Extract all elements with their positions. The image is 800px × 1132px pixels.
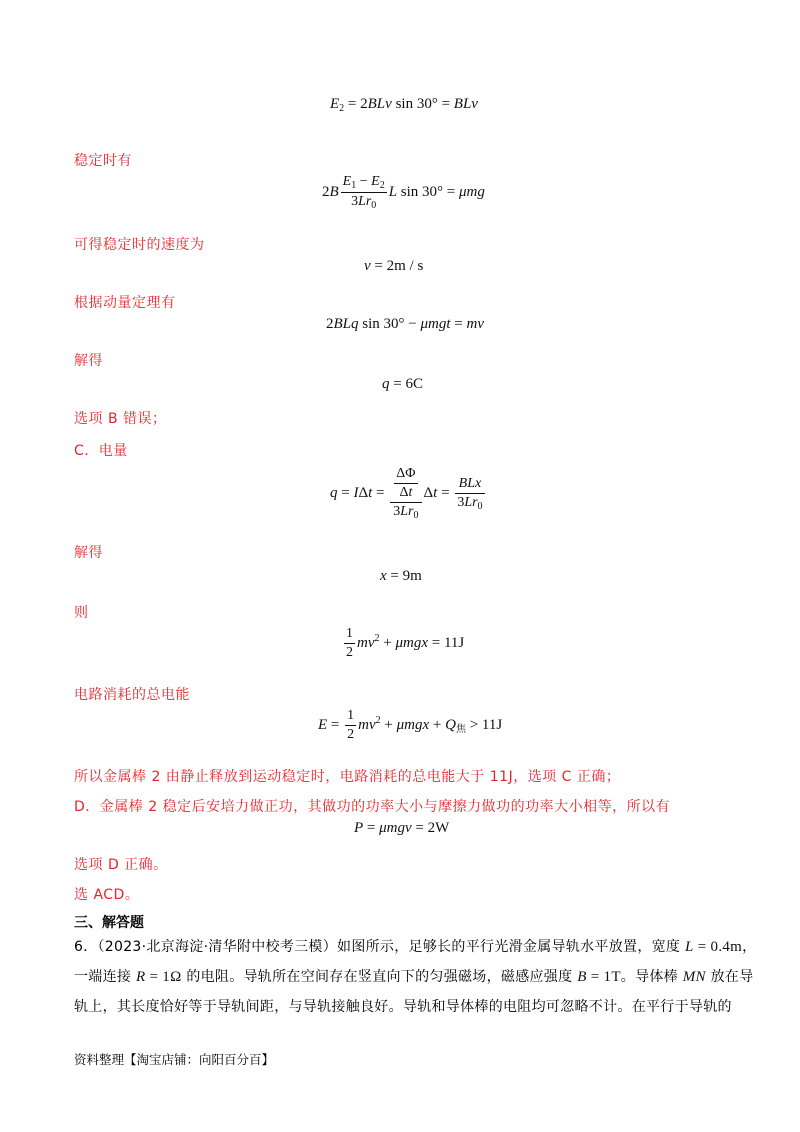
question-line-2 — [74, 966, 754, 986]
text-line: 解得 — [74, 545, 103, 561]
inline-math-field: B = 1T — [577, 969, 621, 985]
text-line: 则 — [74, 605, 89, 621]
question-text: 放在导 — [710, 969, 754, 985]
equation-charge-flux: q = IΔt = $\frac{\frac{\Delta\Phi}{\Delta t}}{3Lr_0}$ Δt = $\frac{\text{BLx}}{3Lr_0}$ — [330, 466, 483, 521]
text-line: C．电量 — [74, 443, 128, 459]
equation-steady-state: 2B $\frac{E_1 - E_2}{3Lr_0}$ L sin 30° = μmg — [322, 174, 485, 211]
inline-math-rod: MN — [682, 969, 706, 985]
question-text: 的电阻。导轨所在空间存在竖直向下的匀强磁场，磁感应强度 — [186, 969, 573, 985]
question-text: 一端连接 — [74, 969, 132, 985]
text-line: 稳定时有 — [74, 153, 132, 169]
equation-e2: $E_2 = 2BLv$ sin 30° = BLv — [330, 96, 478, 114]
question-line-3: 轨上，其长度恰好等于导轨间距，与导轨接触良好。导轨和导体棒的电阻均可忽略不计。在平行于导轨的 — [74, 999, 732, 1015]
inline-math-width: L = 0.4m — [685, 939, 743, 955]
equation-velocity: v = 2m / s — [364, 258, 424, 274]
text-line: 所以金属棒 2 由静止释放到运动稳定时，电路消耗的总电能大于 11J，选项 C 正确； — [74, 769, 621, 785]
section-heading: 三、解答题 — [74, 915, 144, 931]
text-line: 选项 B 错误； — [74, 411, 167, 427]
footer-note: 资料整理【淘宝店铺：向阳百分百】 — [74, 1052, 275, 1067]
equation-distance: x = 9m — [380, 568, 422, 584]
text-line: D．金属棒 2 稳定后安培力做正功，其做功的功率大小与摩擦力做功的功率大小相等，所以有 — [74, 799, 671, 815]
text-line: 可得稳定时的速度为 — [74, 237, 205, 253]
question-text: ， — [742, 939, 757, 955]
equation-power: P = μmgv = 2W — [354, 820, 450, 836]
equation-momentum: 2BLq sin 30° − μmgt = mv — [326, 316, 484, 332]
question-text: 6．（2023·北京海淀·清华附中校考三模）如图所示，足够长的平行光滑金属导轨水平放置，宽度 — [74, 939, 681, 955]
text-line: 解得 — [74, 353, 103, 369]
equation-charge: q = 6C — [382, 376, 423, 392]
equation-energy: $\frac{1}{2}$ $mv^2 + \mu mgx = 11J$ — [346, 626, 465, 660]
equation-total-energy: E = $\frac{1}{2}$ $mv^2 + \mu mgx + Q_焦 > 11J$ — [318, 708, 503, 742]
question-text: 。导体棒 — [620, 969, 678, 985]
text-line: 根据动量定理有 — [74, 295, 176, 311]
question-line-1 — [74, 936, 756, 956]
text-line: 电路消耗的总电能 — [74, 687, 190, 703]
text-line: 选 ACD。 — [74, 887, 140, 903]
inline-math-resistance: R = 1Ω — [135, 969, 182, 985]
text-line: 选项 D 正确。 — [74, 857, 168, 873]
